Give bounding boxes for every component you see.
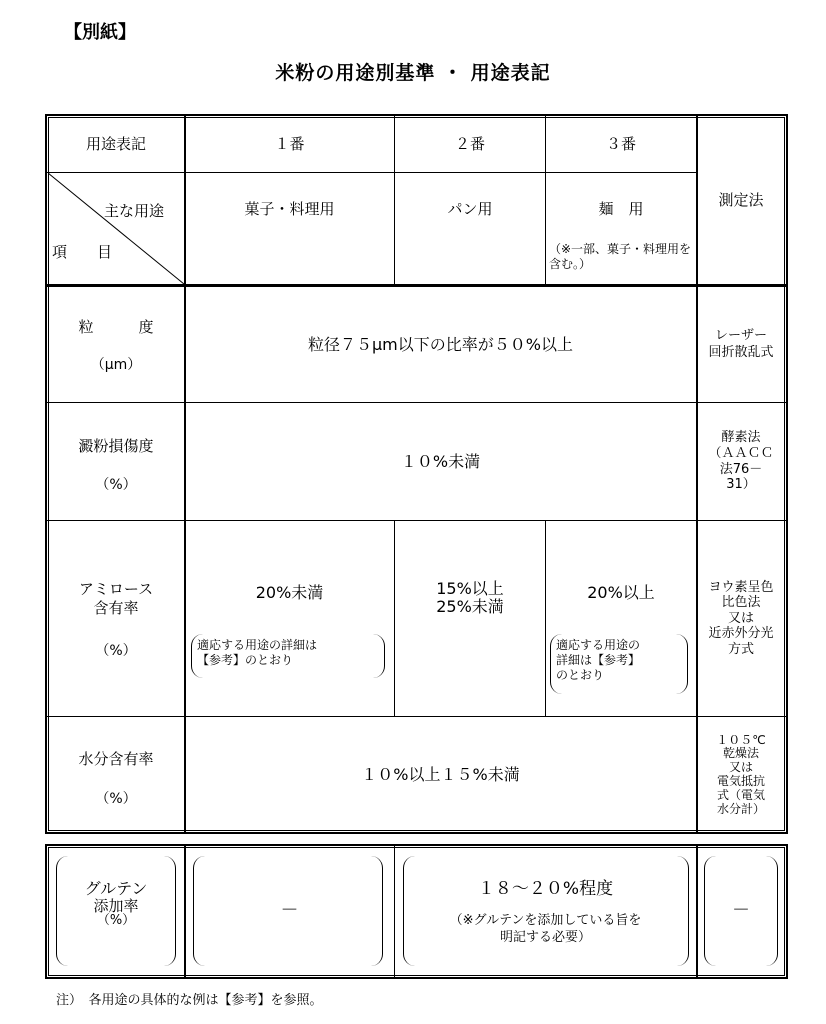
use-noodles: 麺 用 — [598, 200, 644, 218]
header-number-3: ３番 — [605, 134, 636, 153]
amylose-value-1: 20%未満 — [255, 583, 324, 602]
header-main-usage: 主な用途 — [104, 202, 165, 220]
particle-size-method: レーザー 回折散乱式 — [708, 328, 774, 360]
particle-size-value: 粒径７５μm以下の比率が５０%以上 — [308, 334, 573, 354]
moisture-content-value: １０%以上１５%未満 — [361, 765, 520, 784]
item-amylose-unit: （%） — [95, 643, 137, 659]
item-particle-unit: （μm） — [90, 357, 142, 373]
gluten-value-note: （※グルテンを添加している旨を 明記する必要） — [449, 913, 642, 945]
gluten-value: １８～２０%程度 — [477, 879, 614, 899]
item-moisture-unit: （%） — [95, 791, 137, 807]
amylose-note-3: 適応する用途の 詳細は【参考】 のとおり — [556, 638, 641, 682]
gluten-value-bracket — [403, 856, 689, 966]
item-amylose-content: アミロース 含有率 — [78, 580, 154, 617]
gluten-label-line1: グルテン — [84, 879, 148, 898]
amylose-method: ヨウ素呈色 比色法 又は 近赤外分光 方式 — [708, 579, 774, 657]
table-vline — [394, 521, 395, 717]
header-number-1: １番 — [274, 134, 305, 153]
gluten-label — [48, 880, 184, 928]
use-noodles-note: （※一部、菓子・料理用を含む。） — [549, 242, 692, 271]
use-confectionery-cooking: 菓子・料理用 — [244, 200, 335, 218]
starch-damage-value: １０%未満 — [400, 451, 481, 471]
table-hline — [45, 520, 788, 521]
amylose-note-1: 適応する用途の詳細は 【参考】のとおり — [197, 638, 318, 667]
starch-damage-method: 酵素法 （ＡＡＣＣ 法76－ 31） — [708, 430, 774, 493]
document-title: 米粉の用途別基準 ・ 用途表記 — [275, 62, 551, 84]
footnote: 注） 各用途の具体的な例は【参考】を参照。 — [56, 993, 323, 1008]
item-particle-size: 粒 度 — [78, 318, 154, 336]
table-vline — [545, 521, 546, 717]
header-method: 測定法 — [718, 190, 764, 209]
gluten-label-line2: 添加率 — [93, 896, 139, 915]
amylose-value-2: 15%以上 25%未満 — [436, 579, 504, 617]
gluten-label-unit: （%） — [96, 913, 136, 929]
moisture-content-method: １０５℃ 乾燥法 又は 電気抵抗 式（電気 水分計） — [716, 732, 766, 816]
header-item: 項 目 — [52, 243, 113, 261]
gluten-dash-left: － — [280, 900, 299, 922]
header-diagonal-line — [48, 173, 184, 284]
item-moisture-content: 水分含有率 — [78, 750, 154, 768]
use-bread: パン用 — [447, 200, 493, 218]
gluten-vline — [394, 844, 395, 979]
item-starch-damage: 澱粉損傷度 — [78, 437, 154, 455]
header-usage-label: 用途表記 — [85, 134, 146, 153]
gluten-dash-right: － — [732, 900, 750, 922]
amylose-value-3: 20%以上 — [587, 583, 655, 602]
header-number-2: ２番 — [454, 134, 485, 153]
attachment-tag: 【別紙】 — [64, 22, 136, 43]
item-starch-damage-unit: （%） — [95, 477, 137, 493]
